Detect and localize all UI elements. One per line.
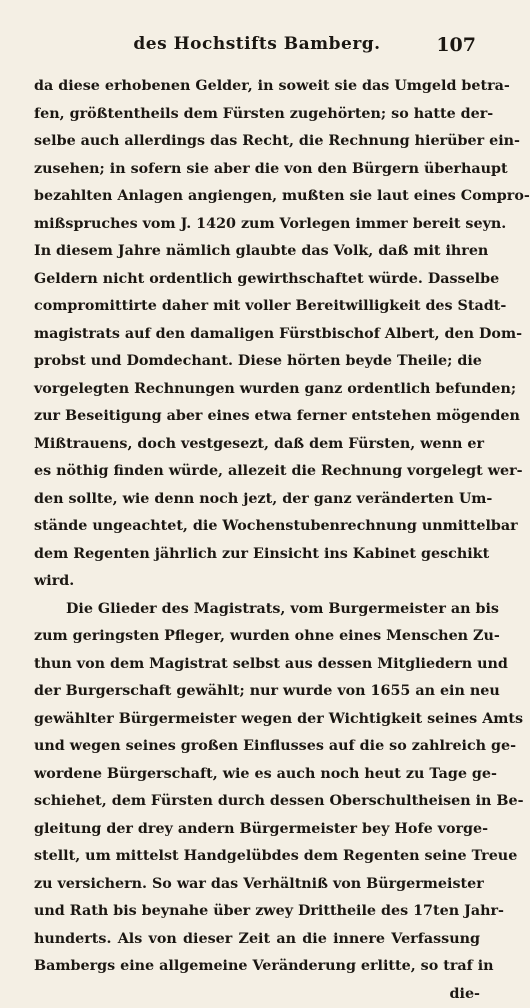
text-line: thun von dem Magistrat selbst aus dessen Mitgliedern und <box>34 651 480 679</box>
paragraph <box>34 73 480 596</box>
text-line: magistrats auf den damaligen Fürstbischof Albert, den Dom- <box>34 321 480 349</box>
text-line: fen, größtentheils dem Fürsten zugehörten; so hatte der- <box>34 101 480 129</box>
text-line: Bambergs eine allgemeine Veränderung erlitte, so traf in <box>34 953 480 981</box>
text-line: Die Glieder des Magistrats, vom Burgermeister an bis <box>34 596 480 624</box>
text-line: zur Beseitigung aber eines etwa ferner entstehen mögenden <box>34 403 480 431</box>
text-line: den sollte, wie denn noch jezt, der ganz veränderten Um- <box>34 486 480 514</box>
text-line: stände ungeachtet, die Wochenstubenrechnung unmittelbar <box>34 513 480 541</box>
page-number: 107 <box>436 34 476 56</box>
text-line: der Burgerschaft gewählt; nur wurde von 1655 an ein neu <box>34 678 480 706</box>
paragraph <box>34 596 480 981</box>
text-line: und wegen seines großen Einflusses auf die so zahlreich ge- <box>34 733 480 761</box>
text-line: hunderts. Als von dieser Zeit an die innere Verfassung <box>34 926 480 954</box>
text-line: In diesem Jahre nämlich glaubte das Volk, daß mit ihren <box>34 238 480 266</box>
text-line: dem Regenten jährlich zur Einsicht ins Kabinet geschikt <box>34 541 480 569</box>
text-line: zusehen; in sofern sie aber die von den Bürgern überhaupt <box>34 156 480 184</box>
text-line: selbe auch allerdings das Recht, die Rechnung hierüber ein- <box>34 128 480 156</box>
text-line: zu versichern. So war das Verhältniß von Bürgermeister <box>34 871 480 899</box>
text-line: da diese erhobenen Gelder, in soweit sie das Umgeld betra- <box>34 73 480 101</box>
catchword: die- <box>34 981 480 1008</box>
running-head <box>0 34 514 60</box>
text-line: stellt, um mittelst Handgelübdes dem Regenten seine Treue <box>34 843 480 871</box>
running-head-title: des Hochstifts Bamberg. <box>0 34 514 54</box>
text-line: bezahlten Anlagen angiengen, mußten sie laut eines Compro- <box>34 183 480 211</box>
text-line: und Rath bis beynahe über zwey Drittheile des 17ten Jahr- <box>34 898 480 926</box>
text-line: vorgelegten Rechnungen wurden ganz ordentlich befunden; <box>34 376 480 404</box>
text-line: compromittirte daher mit voller Bereitwilligkeit des Stadt- <box>34 293 480 321</box>
page-body <box>34 73 480 1008</box>
text-line: mißspruches vom J. 1420 zum Vorlegen immer bereit seyn. <box>34 211 480 239</box>
text-line: schiehet, dem Fürsten durch dessen Oberschultheisen in Be- <box>34 788 480 816</box>
text-line: gleitung der drey andern Bürgermeister bey Hofe vorge- <box>34 816 480 844</box>
text-line: Mißtrauens, doch vestgesezt, daß dem Fürsten, wenn er <box>34 431 480 459</box>
text-line: wordene Bürgerschaft, wie es auch noch heut zu Tage ge- <box>34 761 480 789</box>
text-line: zum geringsten Pfleger, wurden ohne eines Menschen Zu- <box>34 623 480 651</box>
text-line: probst und Domdechant. Diese hörten beyde Theile; die <box>34 348 480 376</box>
text-line: Geldern nicht ordentlich gewirthschaftet würde. Dasselbe <box>34 266 480 294</box>
text-line: es nöthig finden würde, allezeit die Rechnung vorgelegt wer- <box>34 458 480 486</box>
text-line: wird. <box>34 568 480 596</box>
text-line: gewählter Bürgermeister wegen der Wichtigkeit seines Amts <box>34 706 480 734</box>
